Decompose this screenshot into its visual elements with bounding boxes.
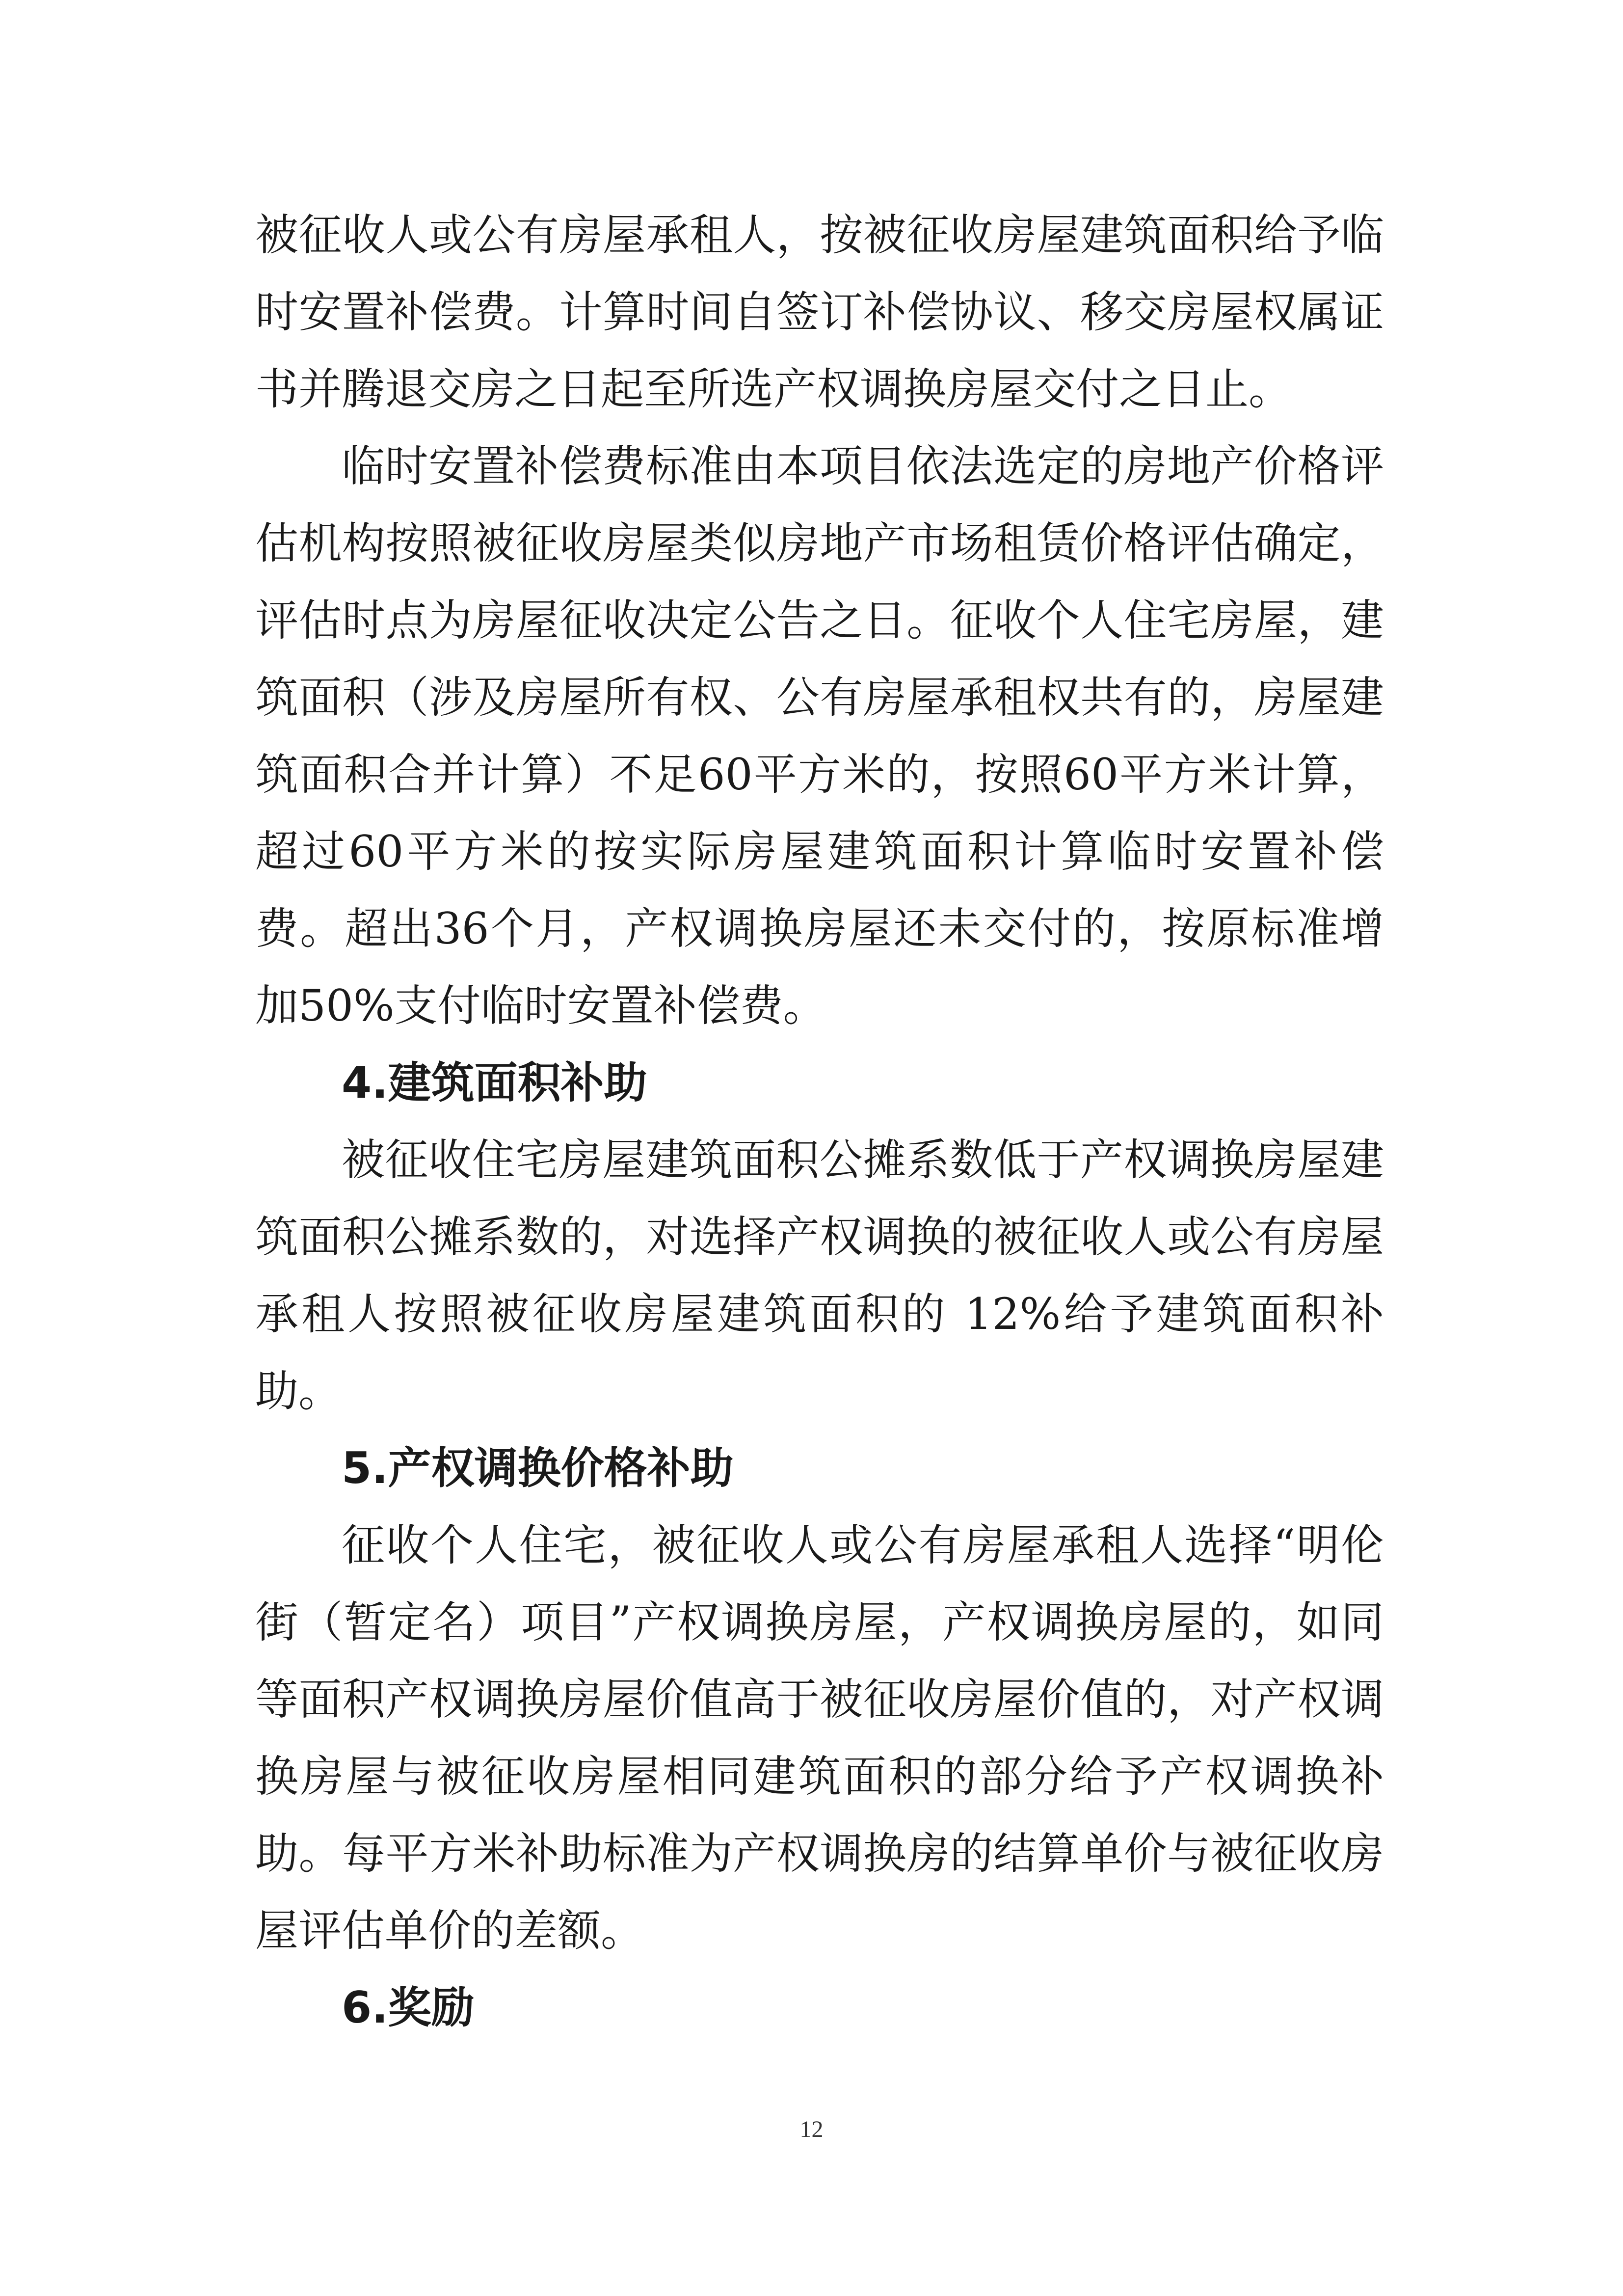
heading-building-area-subsidy: 4.建筑面积补助: [342, 1057, 647, 1108]
paragraph-building-area-subsidy: 被征收住宅房屋建筑面积公摊系数低于产权调换房屋建筑面积公摊系数的，对选择产权调换的被征收人或公有房屋承租人按照被征收房屋建筑面积的 12%给予建筑面积补助。: [255, 1134, 1384, 1416]
paragraph-temporary-resettlement-standard: 临时安置补偿费标准由本项目依法选定的房地产价格评估机构按照被征收房屋类似房地产市场租赁价格评估确定，评估时点为房屋征收决定公告之日。征收个人住宅房屋，建筑面积（涉及房屋所有权、公有房屋承租权共有的，房屋建筑面积合并计算）不足60平方米的，按照60平方米计算，超过60平方米的按实际房屋建筑面积计算临时安置补偿费。超出36个月，产权调换房屋还未交付的，按原标准增加50%支付临时安置补偿费。: [255, 441, 1384, 1031]
paragraph-property-exchange-price-subsidy: 征收个人住宅，被征收人或公有房屋承租人选择“明伦街（暂定名）项目”产权调换房屋，产权调换房屋的，如同等面积产权调换房屋价值高于被征收房屋价值的，对产权调换房屋与被征收房屋相同建筑面积的部分给予产权调换补助。每平方米补助标准为产权调换房的结算单价与被征收房屋评估单价的差额。: [255, 1520, 1384, 1956]
page-number: 12: [799, 2116, 824, 2142]
paragraph-temporary-resettlement-continued: 被征收人或公有房屋承租人，按被征收房屋建筑面积给予临时安置补偿费。计算时间自签订补偿协议、移交房屋权属证书并腾退交房之日起至所选产权调换房屋交付之日止。: [255, 210, 1384, 414]
heading-property-exchange-price-subsidy: 5.产权调换价格补助: [342, 1443, 734, 1493]
document-body: [255, 196, 1384, 2046]
heading-reward: 6.奖励: [342, 1982, 475, 2033]
